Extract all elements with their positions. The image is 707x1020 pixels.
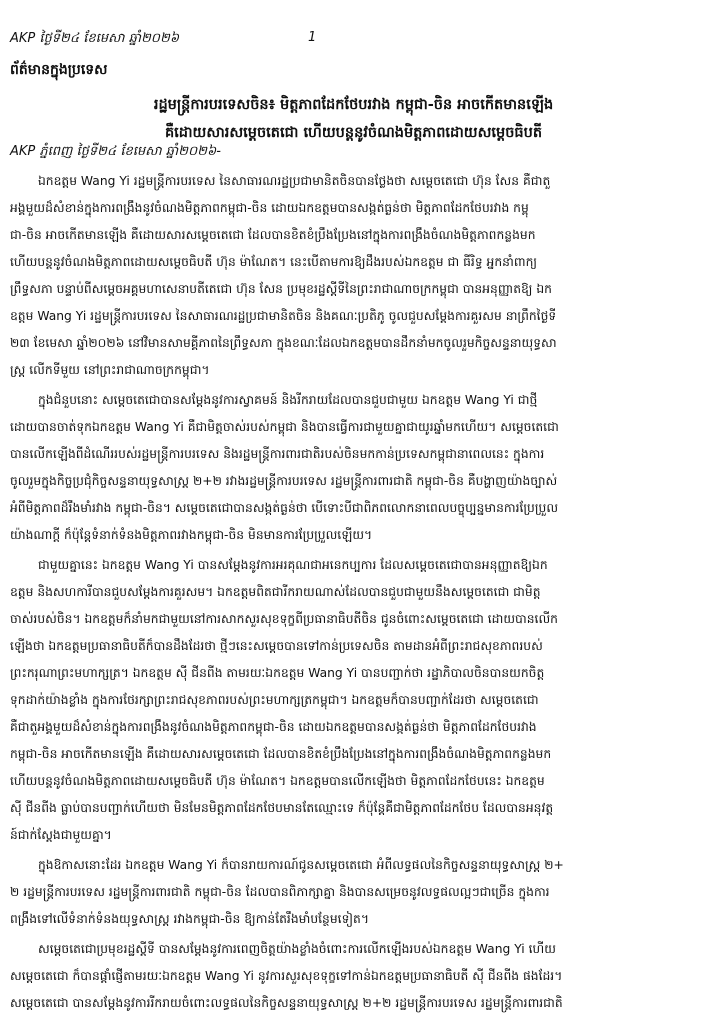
paragraph-line: ឧត្តម និងសហការីបានជួបសម្តែងការគួរសម។ ឯកឧត្តមពិតជារីករាយណាស់ដែលបានជួបជាមួយនឹងសម្តេចតេជោ ជាមិត្ត: [10, 585, 541, 599]
headline-line-2: គឺដោយសារសម្តេចតេជោ ហើយបន្តនូវចំណងមិត្តភាពដោយសម្តេចធិបតី: [164, 125, 543, 141]
paragraph-line: ស៊ី ជីនពីង ធ្លាប់បានបញ្ជាក់ហើយថា មិនមែនមិត្តភាពដែកថែបមានតែឈ្មោះទេ ក៏ប៉ុន្តែគឺជាមិត្តភាពដែកថែប ដែលបានអនុវត្ត: [10, 801, 554, 815]
paragraph-line: ន៍ជាក់ស្តែងជាមួយគ្នា។: [10, 828, 112, 842]
paragraph: [10, 387, 700, 549]
paragraph-line: ក្នុងឱកាសនោះដែរ ឯកឧត្តម Wang Yi ក៏បានរាយការណ៍ជូនសម្តេចតេជោ អំពីលទ្ធផលនៃកិច្ចសន្ទនាយុទ្ធសាស្ត្រ ២+: [38, 858, 564, 872]
page-number: 1: [308, 30, 317, 45]
paragraph-line: សម្តេចតេជោ ក៏បានផ្តាំផ្ញើតាមរយៈឯកឧត្តម Wang Yi នូវការសួរសុខទុក្ខទៅកាន់ឯកឧត្តមប្រធានាធិបតី ស៊ី ជីនពីង ផងដែរ។: [10, 969, 563, 983]
paragraph-line: យ៉ាងណាក្តី ក៏ប៉ុន្តែទំនាក់ទំនងមិត្តភាពរវាងកម្ពុជា-ចិន មិនមានការប្រែប្រួលឡើយ។: [10, 528, 373, 542]
paragraph-line: ចូលរួមក្នុងកិច្ចប្រជុំកិច្ចសន្ទនាយុទ្ធសាស្ត្រ ២+២ រវាងរដ្ឋមន្ត្រីការបរទេស រដ្ឋមន្ត្រីការពារជាតិ កម្ពុជា-ចិន គឺបង្ហាញយ៉ាងច្បាស់: [10, 474, 558, 488]
headline-line-1: រដ្ឋមន្ត្រីការបរទេសចិន៖ មិត្តភាពដែកថែបរវាង កម្ពុជា-ចិន អាចកើតមានឡើង: [153, 97, 554, 113]
section-title: ព័ត៌មានក្នុងប្រទេស: [10, 62, 108, 78]
paragraph-line: ជាមួយគ្នានេះ ឯកឧត្តម Wang Yi បានសម្តែងនូវការអរគុណជាអនេកប្បការ ដែលសម្តេចតេជោបានអនុញ្ញាតឱ្យឯក: [38, 558, 548, 572]
paragraph-line: បានលើកឡើងពីដំណើររបស់រដ្ឋមន្ត្រីការបរទេស និងរដ្ឋមន្ត្រីការពារជាតិរបស់ចិនមកកាន់ប្រទេសកម្ពុជានាពេលនេះ ក្នុងការ: [10, 447, 545, 461]
paragraph-line: ហើយបន្តនូវចំណងមិត្តភាពដោយសម្តេចធិបតី ហ៊ុន ម៉ាណែត។ នេះបើតាមការឱ្យដឹងរបស់ឯកឧត្តម ជា ធីរិទ្ធ អ្នកនាំពាក្យ: [10, 255, 538, 269]
paragraph-line: អំពីមិត្តភាពដ៏រឹងមាំរវាង កម្ពុជា-ចិន។ សម្តេចតេជោបានសង្កត់ធ្ងន់ថា បើទោះបីជាពិភពលោកនាពេលបច្ចុប្បន្នមានការប្រែប្រួល: [10, 501, 559, 515]
header-date: [10, 30, 179, 49]
paragraph-line: ក្នុងជំនួបនោះ សម្តេចតេជោបានសម្តែងនូវការស្វាគមន៍ និងរីករាយដែលបានជួបជាមួយ ឯកឧត្តម Wang Yi ជាថ្មី: [38, 393, 538, 407]
article-body: [10, 168, 700, 1020]
paragraph-line: ព្រឹទ្ធសភា បន្ទាប់ពីសម្តេចអគ្គមហាសេនាបតីតេជោ ហ៊ុន សែន ប្រមុខរដ្ឋស្តីទីនៃព្រះរាជាណាចក្រកម្ពុជា បានអនុញ្ញាតឱ្យ ឯក: [10, 282, 552, 296]
paragraph-line: ហើយបន្តនូវចំណងមិត្តភាពដោយសម្តេចធិបតី ហ៊ុន ម៉ាណែត។ ឯកឧត្តមបានលើកឡើងថា មិត្តភាពដែកថែបនេះ ឯកឧត្តម: [10, 774, 545, 788]
paragraph-line: ២៣ ខែមេសា ឆ្នាំ២០២៦ នៅវិមានសាមគ្គីភាពនៃព្រឹទ្ធសភា ក្នុងខណៈដែលឯកឧត្តមបានដឹកនាំមកចូលរួមកិច្ចសន្ទនាយុទ្ធសា: [10, 336, 557, 350]
paragraph-line: ឡើងថា ឯកឧត្តមប្រធានាធិបតីក៏បានដឹងដែរថា ថ្មីៗនេះសម្តេចបានទៅកាន់ប្រទេសចិន តាមដានអំពីព្រះរាជសុខភាពរបស់: [10, 639, 543, 653]
paragraph-line: កម្ពុជា-ចិន អាចកើតមានឡើង គឺដោយសារសម្តេចតេជោ ដែលបានខិតខំប្រឹងប្រែងនៅក្នុងការពង្រឹងចំណងមិត្តភាពកន្លងមក: [10, 747, 552, 761]
paragraph-line: ជា-ចិន អាចកើតមានឡើង គឺដោយសារសម្តេចតេជោ ដែលបានខិតខំប្រឹងប្រែងនៅក្នុងការពង្រឹងចំណងមិត្តភាពកន្លងមក: [10, 228, 536, 242]
paragraph-line: សម្តេចតេជោប្រមុខរដ្ឋស្តីទី បានសម្តែងនូវការពេញចិត្តយ៉ាងខ្លាំងចំពោះការលើកឡើងរបស់ឯកឧត្តម Wang Yi ហើយ: [38, 942, 556, 956]
paragraph-line: អង្គមួយដ៏សំខាន់ក្នុងការពង្រឹងនូវចំណងមិត្តភាពកម្ពុជា-ចិន ដោយឯកឧត្តមបានសង្កត់ធ្ងន់ថា មិត្តភាពដែកថែបរវាង កម្ពុ: [10, 201, 529, 215]
paragraph: [10, 168, 700, 384]
paragraph: [10, 852, 700, 933]
paragraph-line: ដោយបានចាត់ទុកឯកឧត្តម Wang Yi គឺជាមិត្តចាស់របស់កម្ពុជា និងបានធ្វើការជាមួយគ្នាជាយូរឆ្នាំមកហើយ។ សម្តេចតេជោ: [10, 420, 559, 434]
paragraph-line: ចាស់របស់ចិន។ ឯកឧត្តមក៏នាំមកជាមួយនៅការសាកសួរសុខទុក្ខពីប្រធានាធិបតីចិន ជូនចំពោះសម្តេចតេជោ ដោយបានលើក: [10, 612, 558, 626]
paragraph-line: ឯកឧត្តម Wang Yi រដ្ឋមន្ត្រីការបរទេស នៃសាធារណរដ្ឋប្រជាមានិតចិនបានថ្លែងថា សម្តេចតេជោ ហ៊ុន សែន គឺជាតួ: [38, 174, 551, 188]
paragraph-line: ទុកដាក់យ៉ាងខ្លាំង ក្នុងការថែរក្សាព្រះរាជសុខភាពរបស់ព្រះមហាក្សត្រកម្ពុជា។ ឯកឧត្តមក៏បានបញ្ជាក់ដែរថា សម្តេចតេជោ: [10, 693, 539, 707]
paragraph: [10, 552, 700, 849]
article-dateline: AKP ភ្នំពេញ ថ្ងៃទី២៤ ខែមេសា ឆ្នាំ២០២៦-: [10, 144, 221, 159]
header-date-text: AKP ថ្ងៃទី២៤ ខែមេសា ឆ្នាំ២០២៦: [10, 31, 180, 46]
paragraph-line: ស្ត្រ លើកទីមួយ នៅព្រះរាជាណាចក្រកម្ពុជា។: [10, 363, 210, 377]
paragraph: [10, 936, 700, 1017]
paragraph-line: ឧត្តម Wang Yi រដ្ឋមន្ត្រីការបរទេស នៃសាធារណរដ្ឋប្រជាមានិតចិន និងគណៈប្រតិភូ ចូលជួបសម្តែងការគួរសម នាព្រឹកថ្ងៃទី: [10, 309, 557, 323]
paragraph-line: ព្រះករុណាព្រះមហាក្សត្រ។ ឯកឧត្តម ស៊ី ជីនពីង តាមរយៈឯកឧត្តម Wang Yi បានបញ្ជាក់ថា រដ្ឋាភិបាលចិនបានយកចិត្ត: [10, 666, 545, 680]
paragraph-line: ពង្រឹងទៅលើទំនាក់ទំនងយុទ្ធសាស្ត្រ រវាងកម្ពុជា-ចិន ឱ្យកាន់តែរឹងមាំបន្ថែមទៀត។: [10, 912, 369, 926]
paragraph-line: គឺជាតួអង្គមួយដ៏សំខាន់ក្នុងការពង្រឹងនូវចំណងមិត្តភាពកម្ពុជា-ចិន ដោយឯកឧត្តមបានសង្កត់ធ្ងន់ថា មិត្តភាពដែកថែបរវាង: [10, 720, 537, 734]
paragraph-line: ២ រដ្ឋមន្ត្រីការបរទេស រដ្ឋមន្ត្រីការពារជាតិ កម្ពុជា-ចិន ដែលបានពិភាក្សាគ្នា និងបានសម្រេចនូវលទ្ធផលល្អៗជាច្រើន ក្នុងការ: [10, 885, 550, 899]
paragraph-line: សម្តេចតេជោ បានសម្តែងនូវការរីករាយចំពោះលទ្ធផលនៃកិច្ចសន្ទនាយុទ្ធសាស្ត្រ ២+២ រដ្ឋមន្ត្រីការបរទេស រដ្ឋមន្ត្រីការពារជាតិ: [10, 996, 563, 1010]
